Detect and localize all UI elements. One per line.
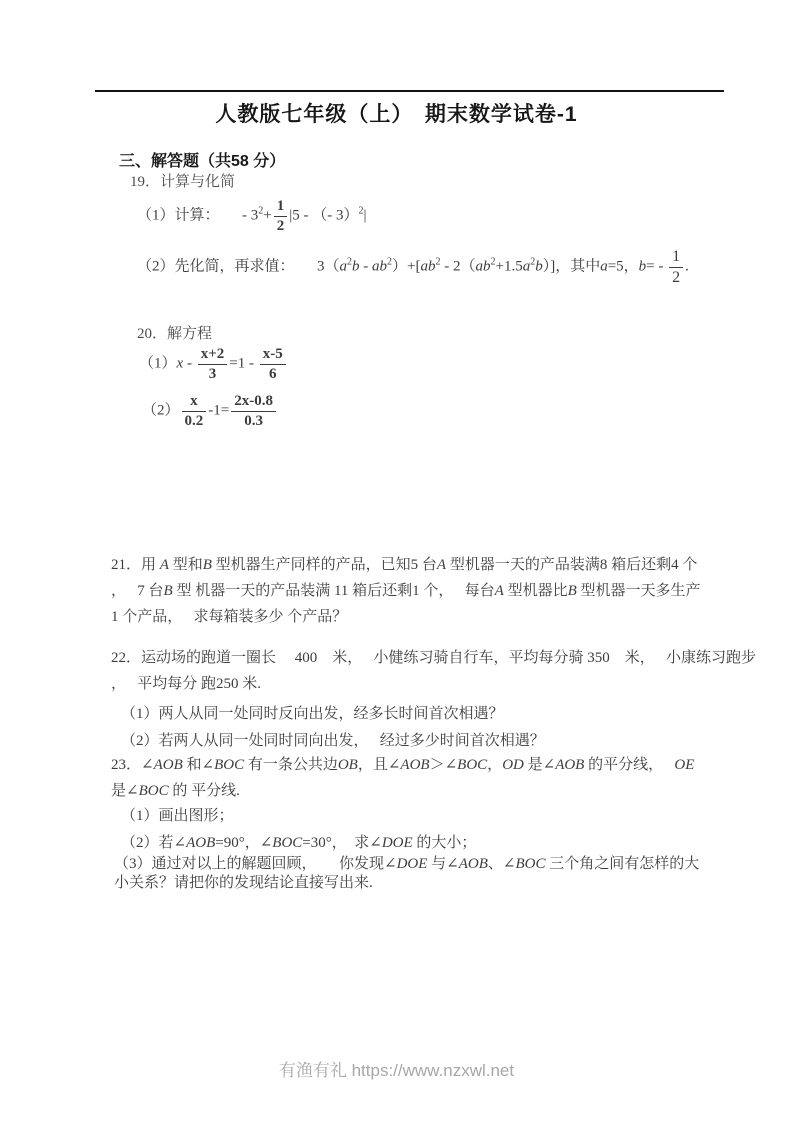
question-22 (111, 645, 756, 697)
footer-watermark: 有渔有礼 https://www.nzxwl.net (278, 1061, 515, 1080)
question-23-line: 23．∠AOB 和∠BOC 有一条公共边OB，且∠AOB＞∠BOC，OD 是∠AOB 的平分线， OE (111, 757, 695, 773)
page-title: 人教版七年级（上） 期末数学试卷-1 (215, 103, 578, 126)
question-23-part-1: （1）画出图形； (121, 808, 234, 824)
question-23-part-3-line: （3）通过对以上的解题回顾， 你发现∠DOE 与∠AOB、∠BOC 三个角之间有怎样的大 (114, 856, 700, 872)
question-23 (111, 752, 694, 804)
question-23-part-3 (114, 855, 699, 893)
question-22-part-2: （2）若两人从同一处同时同向出发， 经过多少时间首次相遇？ (121, 733, 545, 749)
question-23-part-3-line: 小关系？请把你的发现结论直接写出来. (114, 875, 373, 891)
question-21-line: 1 个产品， 求每箱装多少 个产品？ (111, 609, 348, 625)
question-20-heading: 20．解方程 (137, 326, 213, 342)
question-23-line: 是∠BOC 的 平分线. (111, 783, 240, 799)
question-20-part-1: （1）x - $\frac{x+2}{3}$ =1 - $\frac{x-5}{6}$ (139, 346, 288, 382)
question-22-line: 22．运动场的跑道一圈长 400 米， 小健练习骑自行车，平均每分骑 350 米， 小康练习跑步 (111, 650, 757, 666)
question-21 (111, 552, 701, 630)
question-22-part-1: （1）两人从同一处同时反向出发，经多长时间首次相遇？ (121, 706, 504, 722)
question-19-part-1: （1）计算： - $3^2+$ $\frac{1}{2}$ |5 - （- 3）$^2$| (137, 198, 367, 234)
question-20-part-2: （2） $\frac{x}{0.2}$ -1= $\frac{2x-0.8}{0.3}$ (142, 393, 278, 429)
question-19-part-2: （2）先化简，再求值： $3(a^2b - ab^2)+[ab^2 - 2(ab^2+1.5a^2b)]$，其中a=5，b= - $\frac{1}{2}$ . (137, 248, 689, 286)
section-header: 三、解答题（共58 分） (119, 153, 286, 170)
question-23-part-2: （2）若∠AOB=90°，∠BOC=30°， 求∠DOE 的大小； (121, 835, 477, 851)
question-19-heading: 19．计算与化简 (130, 174, 236, 190)
question-22-line: ， 平均每分 跑250 米. (111, 676, 262, 692)
question-21-line: ， 7 台B 型 机器一天的产品装满 11 箱后还剩1 个， 每台A 型机器比B 型机器一天多生产 (111, 583, 701, 599)
question-21-line: 21．用 A 型和B 型机器生产同样的产品，已知5 台A 型机器一天的产品装满8 箱后还剩4 个 (111, 557, 698, 573)
header-rule (95, 90, 724, 92)
